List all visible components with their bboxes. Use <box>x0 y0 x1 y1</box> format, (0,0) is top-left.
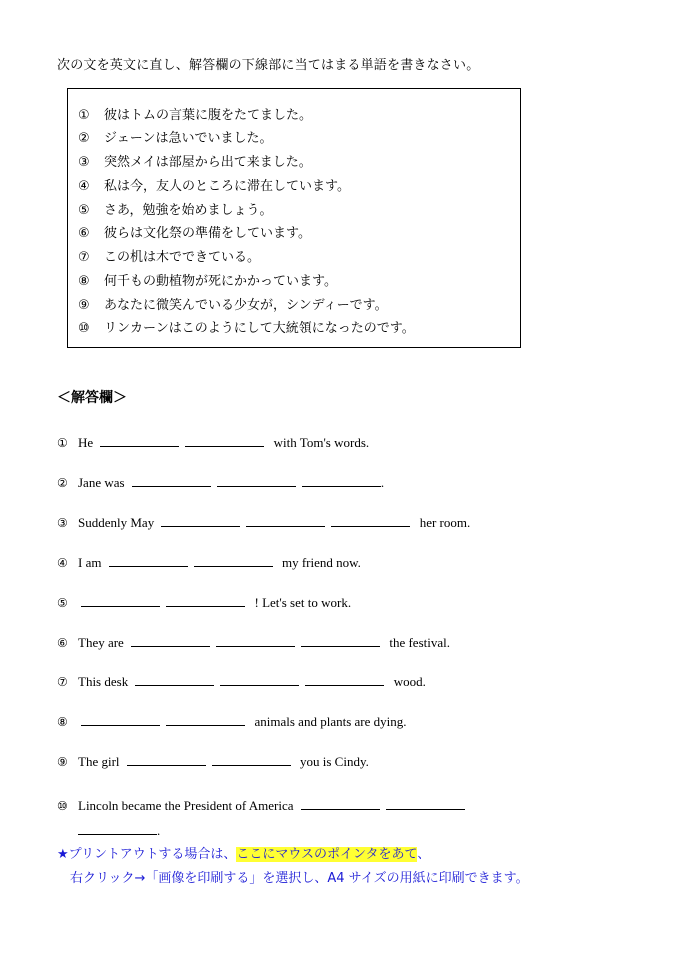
answer-line <box>57 673 426 690</box>
answer-blank[interactable] <box>212 753 291 766</box>
answer-blank[interactable] <box>100 434 179 447</box>
answer-blank[interactable] <box>161 514 240 527</box>
question-item <box>78 127 272 146</box>
answer-blank[interactable] <box>302 474 381 487</box>
answer-blank[interactable] <box>305 673 384 686</box>
answer-suffix: with Tom's words. <box>273 435 370 450</box>
answer-blank[interactable] <box>81 594 160 607</box>
answer-number: ⑤ <box>57 596 68 610</box>
answer-number: ⑥ <box>57 636 68 650</box>
answer-blank[interactable] <box>246 514 325 527</box>
question-text: 何千もの動植物が死にかかっています。 <box>104 274 337 289</box>
question-number: ③ <box>78 155 90 170</box>
answer-blank[interactable] <box>135 673 214 686</box>
question-text: 彼らは文化祭の準備をしています。 <box>104 226 311 241</box>
question-text: 突然メイは部屋から出て来ました。 <box>104 155 312 170</box>
answer-suffix: ! Let's set to work. <box>254 595 352 610</box>
question-number: ④ <box>78 179 90 194</box>
answer-suffix: you is Cindy. <box>300 754 369 769</box>
question-number: ① <box>78 108 90 123</box>
answer-prefix: The girl <box>78 754 120 769</box>
answer-blank[interactable] <box>301 634 380 647</box>
question-text: この机は木でできている。 <box>104 250 261 265</box>
answer-suffix: . <box>157 823 161 838</box>
question-text: 私は今，友人のところに滞在しています。 <box>104 179 350 194</box>
question-number: ⑥ <box>78 226 90 241</box>
answer-blank[interactable] <box>301 797 380 810</box>
answer-blank[interactable] <box>216 634 295 647</box>
print-note-highlight[interactable]: ここにマウスのポインタをあて <box>236 847 418 862</box>
answer-blank[interactable] <box>81 713 160 726</box>
answer-prefix: They are <box>78 635 124 650</box>
answer-blank[interactable] <box>194 554 273 567</box>
answer-blank[interactable] <box>132 474 211 487</box>
answer-blank[interactable] <box>131 634 210 647</box>
answer-blank[interactable] <box>78 822 157 835</box>
question-item <box>78 317 415 336</box>
question-text: さあ，勉強を始めましょう。 <box>104 203 273 218</box>
answer-prefix: I am <box>78 555 102 570</box>
answer-number: ③ <box>57 516 68 530</box>
answer-suffix: the festival. <box>389 635 450 650</box>
question-item <box>78 104 312 123</box>
answer-blank[interactable] <box>185 434 264 447</box>
question-number: ⑩ <box>78 321 90 336</box>
answer-blank[interactable] <box>127 753 206 766</box>
question-number: ② <box>78 131 90 146</box>
question-text: あなたに微笑んでいる少女が，シンディーです。 <box>104 298 388 313</box>
answer-suffix: wood. <box>393 674 426 689</box>
print-note-line2: 右クリック→「画像を印刷する」を選択し、A4 サイズの用紙に印刷できます。 <box>70 871 529 886</box>
answer-suffix: . <box>380 475 385 490</box>
answer-prefix: Lincoln became the President of America <box>78 798 294 813</box>
question-number: ⑤ <box>78 203 90 218</box>
answer-number: ⑧ <box>57 715 68 729</box>
question-item <box>78 270 337 289</box>
print-note-line1 <box>57 843 430 862</box>
answer-prefix: Jane was <box>78 475 125 490</box>
answer-line <box>57 797 465 814</box>
answer-line <box>57 634 450 651</box>
answer-blank[interactable] <box>109 554 188 567</box>
answer-blank[interactable] <box>386 797 465 810</box>
answer-suffix: my friend now. <box>281 555 361 570</box>
answer-suffix: her room. <box>419 515 471 530</box>
answer-number: ④ <box>57 556 68 570</box>
question-number: ⑦ <box>78 250 90 265</box>
answer-line <box>57 713 407 730</box>
question-text: 彼はトムの言葉に腹をたてました。 <box>104 108 313 123</box>
answer-line <box>57 753 369 770</box>
answer-number: ① <box>57 436 68 450</box>
instruction-text: 次の文を英文に直し、解答欄の下線部に当てはまる単語を書きなさい。 <box>57 58 480 73</box>
answer-line <box>57 594 351 611</box>
question-text: ジェーンは急いでいました。 <box>104 131 273 146</box>
answer-blank[interactable] <box>166 594 245 607</box>
print-note-suffix: 、 <box>417 847 431 862</box>
print-note-prefix: ★プリントアウトする場合は、 <box>57 847 237 862</box>
question-item <box>78 222 311 241</box>
answer-line-continued <box>78 822 160 839</box>
question-item <box>78 294 388 313</box>
question-item <box>78 199 272 218</box>
answer-blank[interactable] <box>166 713 245 726</box>
answer-heading: ＜解答欄＞ <box>57 390 127 406</box>
answer-line <box>57 474 384 491</box>
question-number: ⑨ <box>78 298 90 313</box>
question-item <box>78 175 350 194</box>
question-item <box>78 151 312 170</box>
question-number: ⑧ <box>78 274 90 289</box>
answer-number: ⑨ <box>57 755 68 769</box>
answer-number: ⑩ <box>57 799 68 813</box>
answer-blank[interactable] <box>217 474 296 487</box>
answer-line <box>57 434 369 451</box>
answer-prefix: This desk <box>78 674 129 689</box>
question-item <box>78 246 260 265</box>
answer-line <box>57 554 361 571</box>
answer-number: ② <box>57 476 68 490</box>
answer-number: ⑦ <box>57 675 68 689</box>
answer-blank[interactable] <box>331 514 410 527</box>
answer-suffix: animals and plants are dying. <box>254 714 407 729</box>
questions-box <box>67 88 521 348</box>
answer-prefix: He <box>78 435 94 450</box>
answer-prefix: Suddenly May <box>78 515 155 530</box>
answer-line <box>57 514 470 531</box>
answer-blank[interactable] <box>220 673 299 686</box>
question-text: リンカーンはこのようにして大統領になったのです。 <box>104 321 415 336</box>
